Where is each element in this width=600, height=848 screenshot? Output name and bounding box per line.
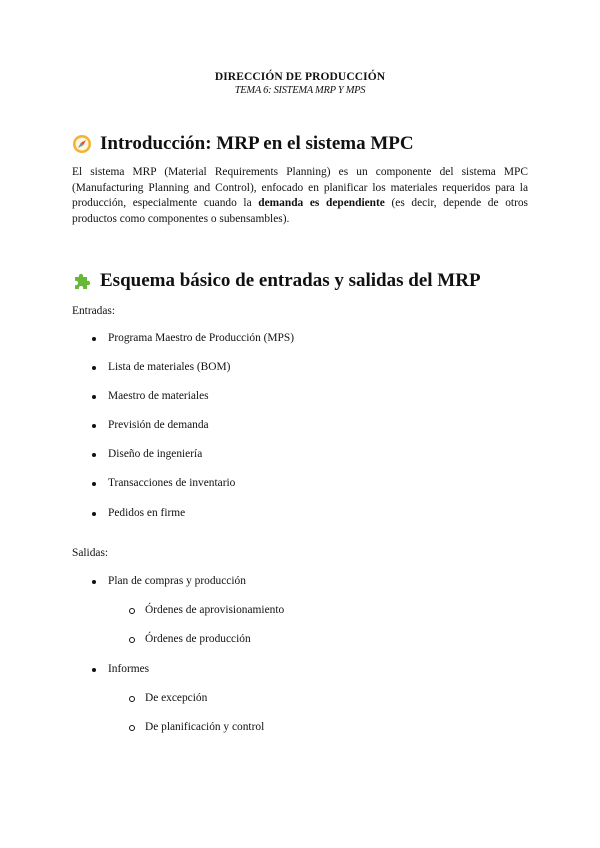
sub-list-item-text: De excepción: [145, 692, 208, 704]
list-item: [108, 419, 209, 431]
intro-text-bold: demanda es dependiente: [258, 197, 385, 209]
bullet-icon: [92, 453, 96, 457]
bullet-icon: [92, 580, 96, 584]
bullet-icon: [92, 366, 96, 370]
list-item: [108, 663, 149, 675]
intro-text-after: (es decir, depende de otros productos como componentes o subensambles).: [72, 197, 528, 225]
list-item-text: Programa Maestro de Producción (MPS): [108, 332, 295, 344]
list-item-text: Previsión de demanda: [108, 419, 209, 431]
list-item-text: Plan de compras y producción: [108, 575, 246, 587]
intro-heading-text: Introducción: MRP en el sistema MPC: [100, 133, 414, 154]
puzzle-icon: [72, 271, 92, 291]
esquema-heading: [72, 270, 481, 292]
bullet-icon: [92, 337, 96, 341]
document-subtitle: TEMA 6: SISTEMA MRP Y MPS: [234, 85, 366, 96]
list-item: [108, 477, 235, 489]
list-item: [108, 332, 294, 344]
intro-paragraph: [72, 165, 528, 227]
list-item-text: Diseño de ingeniería: [108, 448, 203, 460]
hollow-bullet-icon: [129, 696, 135, 702]
list-item: [108, 361, 230, 373]
sub-list-item-text: Órdenes de producción: [145, 633, 251, 645]
sub-list-item-text: Órdenes de aprovisionamiento: [145, 604, 285, 616]
list-item-text: Maestro de materiales: [108, 390, 209, 402]
list-item: [108, 575, 246, 587]
intro-text-before: El sistema MRP (Material Requirements Planning) es un componente del sistema MPC (Manufacturing Planning and Control), enfocado en planificar los materiales requeridos para la producción, especialmente cuando la: [72, 166, 528, 209]
list-item: [108, 390, 209, 402]
list-item-text: Transacciones de inventario: [108, 477, 236, 489]
bullet-icon: [92, 424, 96, 428]
bullet-icon: [92, 512, 96, 516]
bullet-icon: [92, 668, 96, 672]
hollow-bullet-icon: [129, 637, 135, 643]
list-item-text: Informes: [108, 663, 150, 675]
intro-heading: [72, 133, 414, 155]
sub-list-item: [145, 633, 251, 645]
outputs-label: Salidas:: [72, 547, 109, 559]
sub-list-item: [145, 692, 207, 704]
sub-list-item: [145, 604, 284, 616]
list-item: [108, 448, 202, 460]
document-title: DIRECCIÓN DE PRODUCCIÓN: [214, 71, 386, 83]
hollow-bullet-icon: [129, 608, 135, 614]
inputs-label: Entradas:: [72, 305, 116, 317]
bullet-icon: [92, 395, 96, 399]
compass-icon: [72, 134, 92, 154]
list-item-text: Lista de materiales (BOM): [108, 361, 231, 373]
esquema-heading-text: Esquema básico de entradas y salidas del MRP: [100, 270, 481, 291]
sub-list-item-text: De planificación y control: [145, 721, 265, 733]
sub-list-item: [145, 721, 264, 733]
bullet-icon: [92, 482, 96, 486]
list-item-text: Pedidos en firme: [108, 507, 186, 519]
hollow-bullet-icon: [129, 725, 135, 731]
list-item: [108, 507, 185, 519]
